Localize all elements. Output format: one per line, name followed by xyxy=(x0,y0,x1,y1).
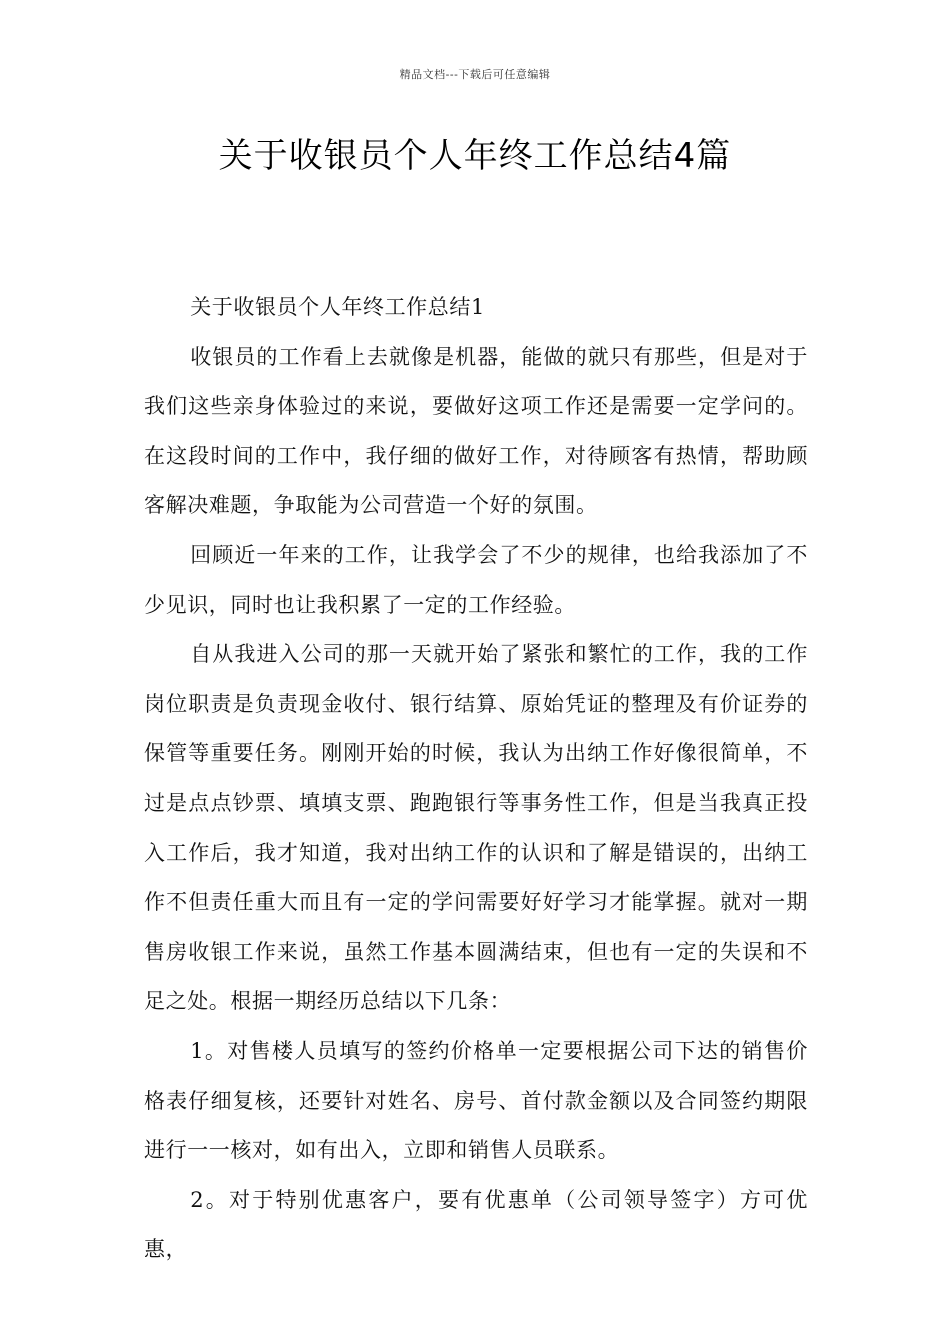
header-note: 精品文档---下载后可任意编辑 xyxy=(399,68,551,81)
section-heading: 关于收银员个人年终工作总结1 xyxy=(190,295,485,319)
paragraph-5: 2。对于特别优惠客户，要有优惠单（公司领导签字）方可优惠， xyxy=(144,1187,808,1262)
document-body xyxy=(144,283,808,1275)
paragraph-4: 1。对售楼人员填写的签约价格单一定要根据公司下达的销售价格表仔细复核，还要针对姓名、房号、首付款金额以及合同签约期限进行一一核对，如有出入，立即和销售人员联系。 xyxy=(144,1038,808,1163)
paragraph-3: 自从我进入公司的那一天就开始了紧张和繁忙的工作，我的工作岗位职责是负责现金收付、银行结算、原始凭证的整理及有价证券的保管等重要任务。刚刚开始的时候，我认为出纳工作好像很简单，不过是点点钞票、填填支票、跑跑银行等事务性工作，但是当我真正投入工作后，我才知道，我对出纳工作的认识和了解是错误的，出纳工作不但责任重大而且有一定的学问需要好好学习才能掌握。就对一期售房收银工作来说，虽然工作基本圆满结束，但也有一定的失误和不足之处。根据一期经历总结以下几条： xyxy=(144,642,808,1014)
paragraph-1: 收银员的工作看上去就像是机器，能做的就只有那些，但是对于我们这些亲身体验过的来说，要做好这项工作还是需要一定学问的。在这段时间的工作中，我仔细的做好工作，对待顾客有热情，帮助顾客解决难题，争取能为公司营造一个好的氛围。 xyxy=(144,344,808,518)
document-title: 关于收银员个人年终工作总结4篇 xyxy=(218,136,732,176)
paragraph-2: 回顾近一年来的工作，让我学会了不少的规律，也给我添加了不少见识，同时也让我积累了一定的工作经验。 xyxy=(144,542,808,617)
